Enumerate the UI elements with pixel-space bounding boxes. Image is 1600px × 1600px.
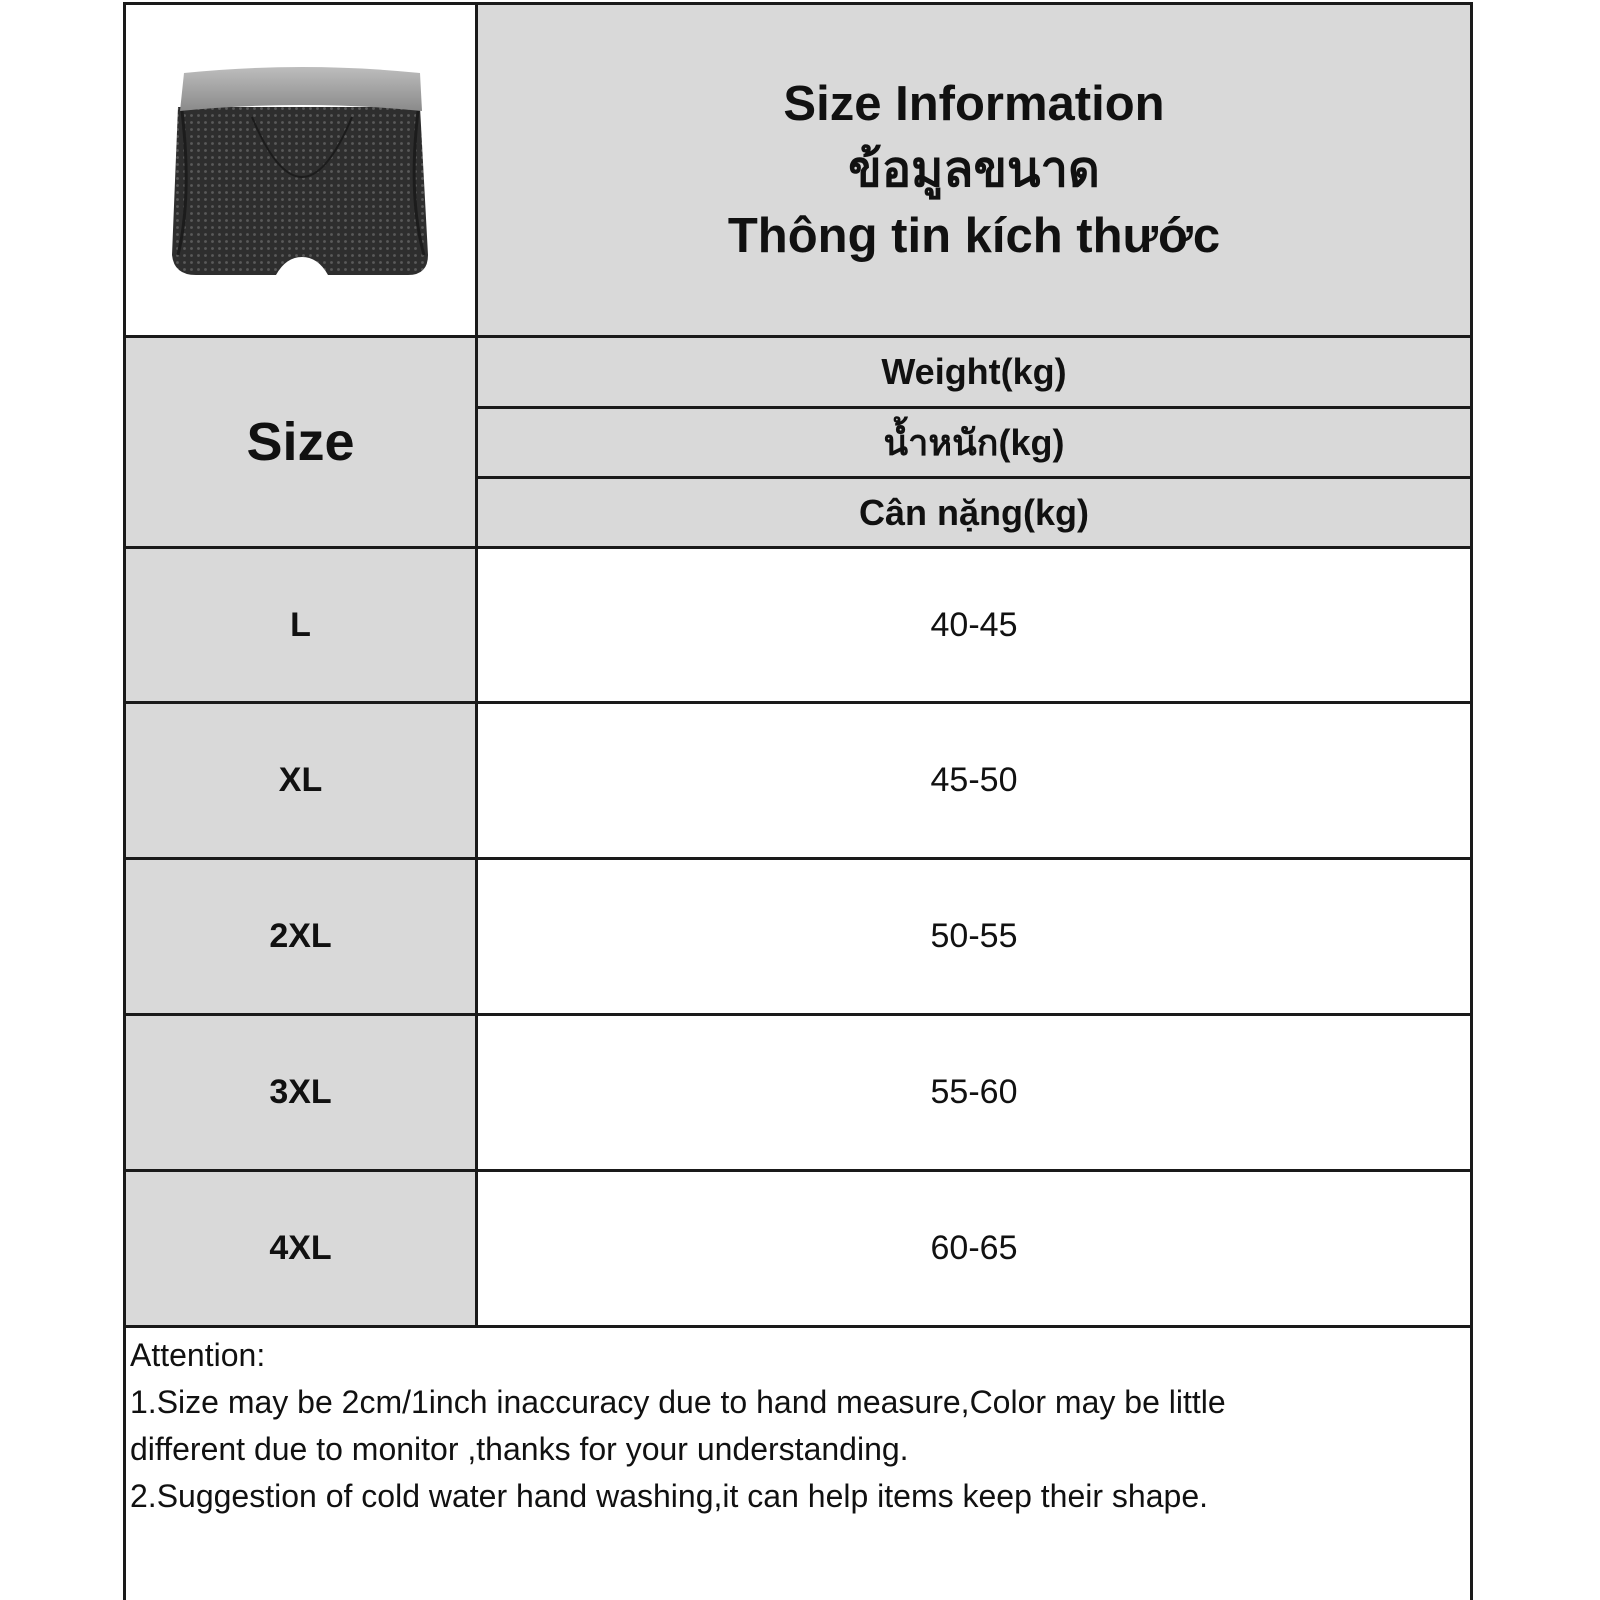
row-divider <box>126 857 1470 860</box>
row-divider <box>478 476 1470 479</box>
table-row-weight <box>478 1172 1470 1325</box>
column-divider <box>475 5 478 1328</box>
title-thai: ข้อมูลขนาด <box>848 143 1100 197</box>
weight-header-th: น้ำหนัก(kg) <box>883 422 1065 463</box>
weight-header-en-cell <box>478 338 1470 406</box>
size-chart <box>123 2 1473 1600</box>
weight-value: 40-45 <box>930 605 1018 644</box>
row-divider <box>126 335 1470 338</box>
row-divider <box>126 701 1470 704</box>
size-header: Size <box>246 412 355 472</box>
table-row-weight <box>478 549 1470 701</box>
note-line-2: different due to monitor ,thanks for your understanding. <box>130 1431 909 1467</box>
size-value: L <box>290 605 311 644</box>
weight-header-vi: Cân nặng(kg) <box>859 491 1089 533</box>
table-row-size <box>126 1016 475 1169</box>
row-divider <box>126 1169 1470 1172</box>
row-divider <box>126 1013 1470 1016</box>
table-row-weight <box>478 1016 1470 1169</box>
attention-heading: Attention: <box>130 1337 266 1373</box>
row-divider <box>126 546 1470 549</box>
weight-header-th-cell <box>478 409 1470 476</box>
table-row-size <box>126 704 475 857</box>
table-row-weight <box>478 704 1470 857</box>
table-row-size <box>126 860 475 1013</box>
product-photo <box>132 7 470 333</box>
title-english: Size Information <box>783 77 1165 131</box>
table-row-weight <box>478 860 1470 1013</box>
size-value: 4XL <box>269 1229 332 1267</box>
size-value: 3XL <box>269 1073 332 1111</box>
row-divider <box>478 406 1470 409</box>
weight-value: 50-55 <box>930 917 1018 955</box>
title-block <box>478 5 1470 335</box>
attention-notes <box>130 1332 1460 1520</box>
table-row-size <box>126 549 475 701</box>
boxer-briefs-image <box>132 7 470 333</box>
size-header-cell <box>126 338 475 546</box>
size-value: 2XL <box>269 917 332 955</box>
weight-header-vi-cell <box>478 479 1470 546</box>
weight-value: 55-60 <box>930 1073 1018 1111</box>
note-line-3: 2.Suggestion of cold water hand washing,it can help items keep their shape. <box>130 1478 1208 1514</box>
row-divider <box>126 1325 1470 1328</box>
weight-header-en: Weight(kg) <box>881 351 1067 392</box>
title-vietnamese: Thông tin kích thước <box>727 209 1221 263</box>
size-value: XL <box>278 761 323 799</box>
table-row-size <box>126 1172 475 1325</box>
weight-value: 60-65 <box>930 1229 1018 1267</box>
note-line-1: 1.Size may be 2cm/1inch inaccuracy due to hand measure,Color may be little <box>130 1384 1226 1420</box>
weight-value: 45-50 <box>930 761 1018 799</box>
